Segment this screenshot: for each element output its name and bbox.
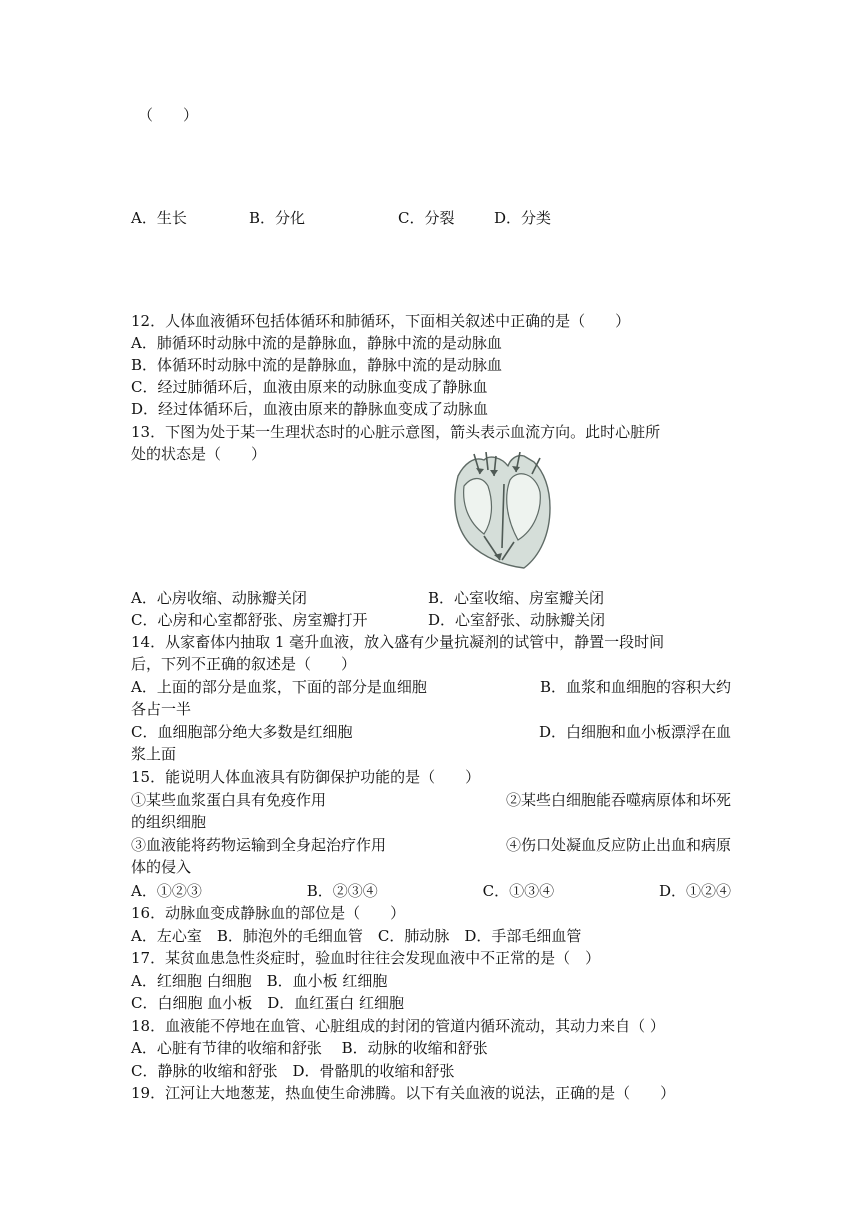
q15-row-12 [131,789,731,811]
q12-stem: 12．人体血液循环包括体循环和肺循环，下面相关叙述中正确的是（ ） [131,312,631,330]
q14-option-c: C．血细胞部分绝大多数是红细胞 [131,723,353,741]
q11-option-a: A．生长 [131,209,187,227]
q18-options-ab: A．心脏有节律的收缩和舒张 B．动脉的收缩和舒张 [131,1039,488,1057]
q15-statement-4-cont: 体的侵入 [131,858,192,876]
q13-option-a: A．心房收缩、动脉瓣关闭 [131,589,307,607]
q18-options-cd: C．静脉的收缩和舒张 D．骨骼肌的收缩和舒张 [131,1062,455,1080]
answer-paren: （ ） [138,106,199,124]
q15-statement-2: ②某些白细胞能吞噬病原体和坏死 [505,791,731,809]
q18-stem: 18．血液能不停地在血管、心脏组成的封闭的管道内循环流动，其动力来自（ ） [131,1017,665,1035]
q15-option-c: C．①③④ [482,882,555,900]
q14-option-d: D．白细胞和血小板漂浮在血 [538,723,731,741]
q16-options: A．左心室 B．肺泡外的毛细血管 C．肺动脉 D．手部毛细血管 [131,927,582,945]
heart-diagram [444,452,556,570]
q13-stem-line1: 13．下图为处于某一生理状态时的心脏示意图，箭头表示血流方向。此时心脏所 [131,423,661,441]
q11-option-b: B．分化 [249,209,306,227]
q15-statement-4: ④伤口处凝血反应防止出血和病原 [505,836,731,854]
q12-option-b: B．体循环时动脉中流的是静脉血，静脉中流的是动脉血 [131,356,503,374]
q17-options-cd: C．白细胞 血小板 D．血红蛋白 红细胞 [131,994,405,1012]
q14-option-b: B．血浆和血细胞的容积大约 [539,678,731,696]
q15-option-a: A．①②③ [131,882,202,900]
q15-statement-2-cont: 的组织细胞 [131,813,207,831]
q13-option-b: B．心室收缩、房室瓣关闭 [428,589,605,607]
q16-stem: 16．动脉血变成静脉血的部位是（ ） [131,904,406,922]
q17-stem: 17．某贫血患急性炎症时，验血时往往会发现血液中不正常的是（ ） [131,949,601,967]
q13-option-d: D．心室舒张、动脉瓣关闭 [428,611,606,629]
q11-option-c: C．分裂 [398,209,455,227]
q15-row-34 [131,834,731,856]
q15-options-row [131,880,731,902]
q15-statement-3: ③血液能将药物运输到全身起治疗作用 [131,836,387,854]
q12-option-d: D．经过体循环后，血液由原来的静脉血变成了动脉血 [131,400,489,418]
q14-row-ab [131,676,731,698]
q15-stem: 15．能说明人体血液具有防御保护功能的是（ ） [131,768,481,786]
q15-statement-1: ①某些血浆蛋白具有免疫作用 [131,791,327,809]
q12-option-a: A．肺循环时动脉中流的是静脉血，静脉中流的是动脉血 [131,334,502,352]
q14-option-b-cont: 各占一半 [131,700,192,718]
q17-options-ab: A．红细胞 白细胞 B．血小板 红细胞 [131,972,388,990]
q15-option-b: B．②③④ [306,882,378,900]
q12-option-c: C．经过肺循环后，血液由原来的动脉血变成了静脉血 [131,378,488,396]
q14-stem-line2: 后，下列不正确的叙述是（ ） [131,655,357,673]
q13-stem-line2: 处的状态是（ ） [131,445,267,463]
q11-option-d: D．分类 [494,209,552,227]
q14-row-cd [131,721,731,743]
q15-option-d: D．①②④ [658,882,731,900]
q19-stem: 19．江河让大地葱茏，热血使生命沸腾。以下有关血液的说法，正确的是（ ） [131,1084,676,1102]
q14-stem-line1: 14．从家畜体内抽取 1 毫升血液，放入盛有少量抗凝剂的试管中，静置一段时间 [131,633,665,651]
q14-option-a: A．上面的部分是血浆，下面的部分是血细胞 [131,678,427,696]
q14-option-d-cont: 浆上面 [131,745,177,763]
q13-option-c: C．心房和心室都舒张、房室瓣打开 [131,611,368,629]
